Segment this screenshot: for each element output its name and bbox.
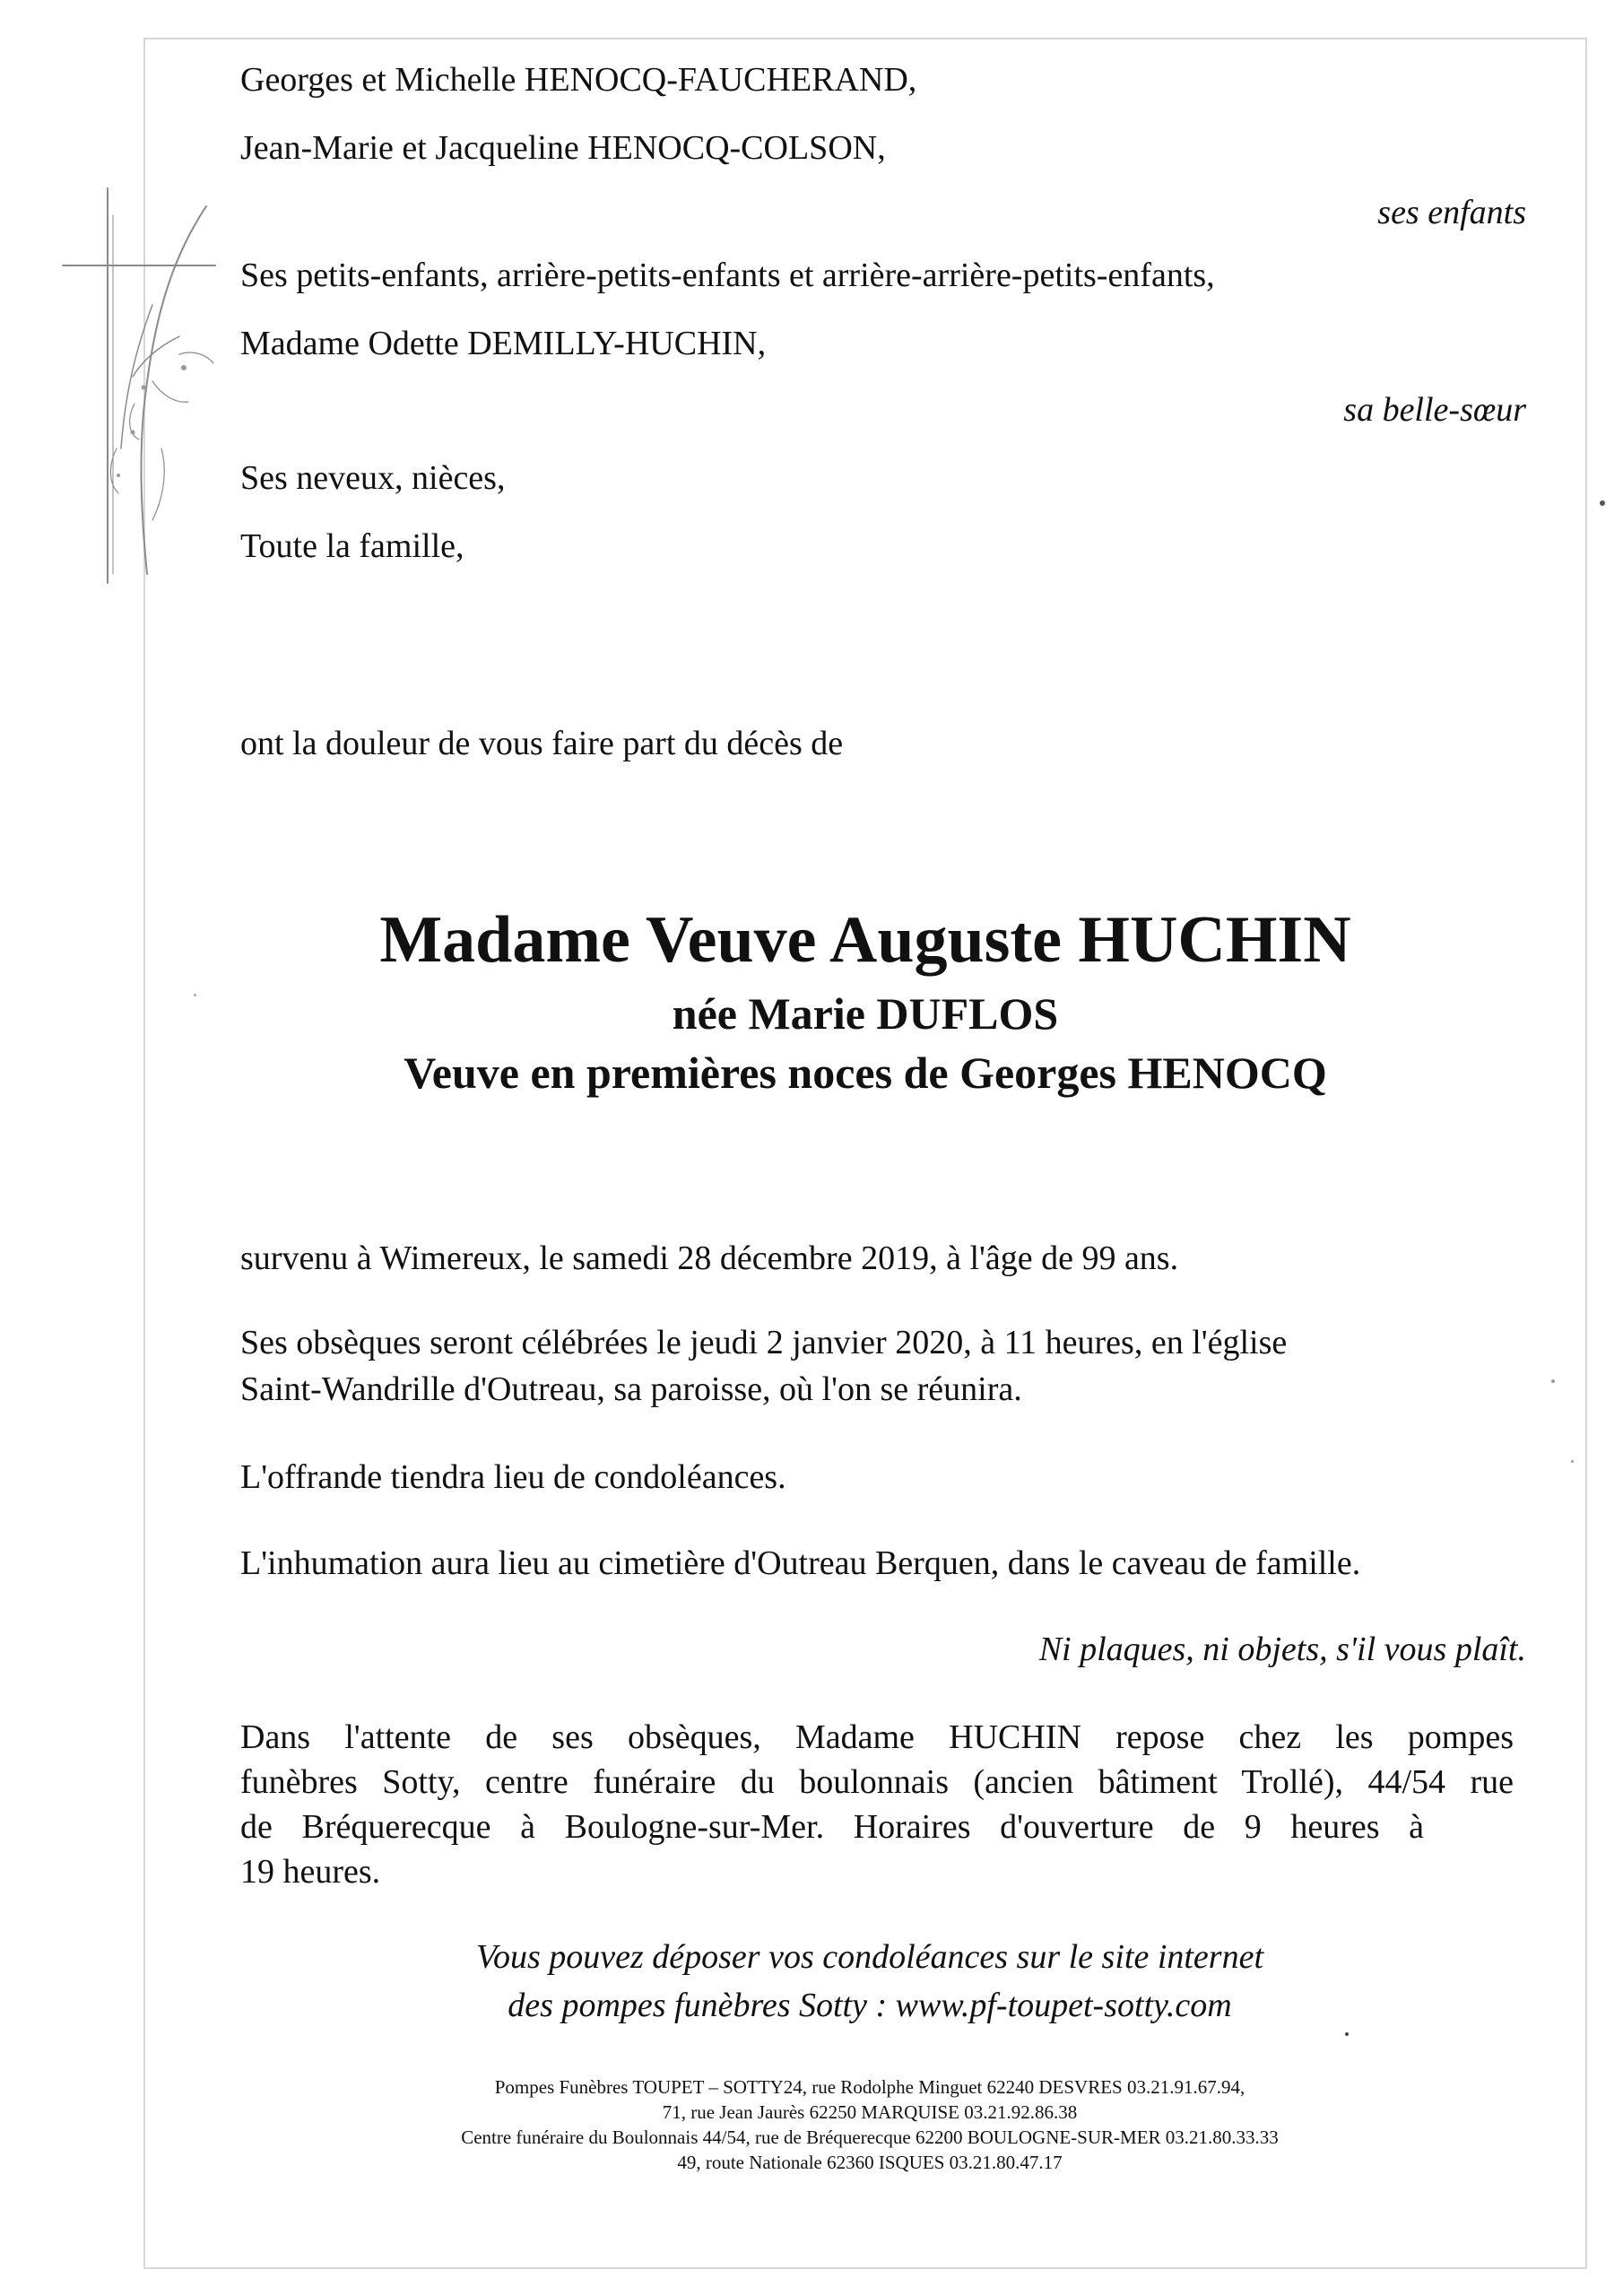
rest-line-2: funèbres Sotty, centre funéraire du boulonnais (ancien bâtiment Trollé), 44/54 rue [240, 1763, 1514, 1801]
footer-line-2: 71, rue Jean Jaurès 62250 MARQUISE 03.21.92.86.38 [662, 2101, 1078, 2123]
cross-lily-icon [54, 179, 242, 592]
deceased-first-marriage: Veuve en premières noces de Georges HENOCQ [404, 1048, 1327, 1098]
scan-speck [1571, 1460, 1574, 1463]
scan-speck [1551, 1379, 1555, 1383]
deceased-name: Madame Veuve Auguste HUCHIN [379, 903, 1351, 977]
family-line-children-2: Jean-Marie et Jacqueline HENOCQ-COLSON, [240, 129, 886, 167]
rest-paragraph [240, 1715, 1514, 1894]
role-sister-in-law: sa belle-sœur [1343, 391, 1526, 429]
footer-line-4: 49, route Nationale 62360 ISQUES 03.21.80.47.17 [677, 2152, 1063, 2173]
announcement: ont la douleur de vous faire part du décès de [240, 725, 844, 762]
funeral-line-1: Ses obsèques seront célébrées le jeudi 2 janvier 2020, à 11 heures, en l'église [240, 1324, 1288, 1361]
family-line-nephews: Ses neveux, nièces, [240, 459, 506, 497]
scan-speck [1345, 2032, 1349, 2036]
funeral-line-2: Saint-Wandrille d'Outreau, sa paroisse, où l'on se réunira. [240, 1370, 1022, 1408]
footer-line-3: Centre funéraire du Boulonnais 44/54, rue de Bréquerecque 62200 BOULOGNE-SUR-MER 03.21.80.33.33 [461, 2126, 1279, 2148]
burial-details: L'inhumation aura lieu au cimetière d'Outreau Berquen, dans le caveau de famille. [240, 1544, 1361, 1582]
condolences-line-1: Vous pouvez déposer vos condoléances sur le site internet [475, 1938, 1264, 1976]
rest-line-3: de Bréquerecque à Boulogne-sur-Mer. Horaires d'ouverture de 9 heures à [240, 1808, 1424, 1846]
role-children: ses enfants [1377, 194, 1526, 231]
offering-note: L'offrande tiendra lieu de condoléances. [240, 1458, 786, 1496]
scan-speck [1600, 500, 1605, 506]
deceased-birth-name: née Marie DUFLOS [672, 988, 1059, 1039]
family-line-grandchildren: Ses petits-enfants, arrière-petits-enfants et arrière-arrière-petits-enfants, [240, 257, 1215, 294]
rest-line-4: 19 heures. [240, 1853, 381, 1891]
death-details: survenu à Wimereux, le samedi 28 décembre 2019, à l'âge de 99 ans. [240, 1239, 1179, 1277]
family-line-whole-family: Toute la famille, [240, 527, 464, 565]
condolences-line-2: des pompes funèbres Sotty : www.pf-toupet-sotty.com [508, 1987, 1232, 2024]
family-line-sister-in-law: Madame Odette DEMILLY-HUCHIN, [240, 325, 767, 362]
no-plaques-note: Ni plaques, ni objets, s'il vous plaît. [1038, 1631, 1526, 1668]
footer-line-1: Pompes Funèbres TOUPET – SOTTY24, rue Rodolphe Minguet 62240 DESVRES 03.21.91.67.94, [494, 2076, 1245, 2098]
family-line-children-1: Georges et Michelle HENOCQ-FAUCHERAND, [240, 61, 917, 99]
rest-line-1: Dans l'attente de ses obsèques, Madame HUCHIN repose chez les pompes [240, 1718, 1514, 1756]
